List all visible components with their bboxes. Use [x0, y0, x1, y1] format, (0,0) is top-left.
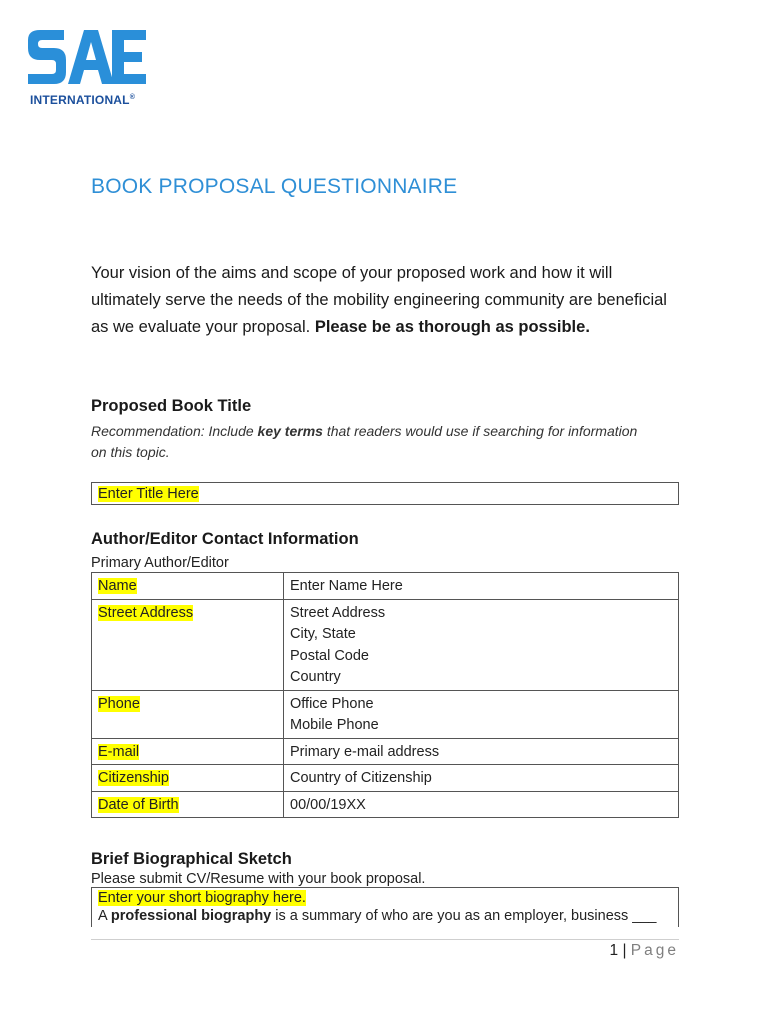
mobile-phone-value[interactable]: Mobile Phone [290, 717, 379, 733]
intro-emphasis: Please be as thorough as possible. [314, 318, 590, 336]
bio-desc-bold: professional biography [110, 908, 272, 924]
reco-key-terms: key terms [257, 423, 323, 439]
page-footer [610, 942, 679, 960]
intro-text: Your vision of the aims and scope of your proposed work and how it will ultimately serve the needs of the mobility engineering community are beneficial as we evaluate your proposal. [91, 264, 667, 336]
postal-code-value[interactable]: Postal Code [290, 647, 369, 664]
email-field[interactable] [284, 738, 679, 765]
date-of-birth-value[interactable]: 00/00/19XX [290, 796, 366, 813]
biography-description [98, 907, 672, 925]
table-row [92, 738, 679, 765]
city-state-value[interactable]: City, State [290, 626, 356, 642]
intro-paragraph [91, 260, 671, 341]
table-row [92, 599, 679, 690]
row-label-cell [92, 690, 284, 738]
bio-desc-post: is a summary of who are you as an employer, business ___ [271, 908, 657, 924]
contact-heading: Author/Editor Contact Information [91, 530, 359, 548]
row-label-cell [92, 599, 284, 690]
biography-field[interactable] [91, 887, 679, 927]
phone-label: Phone [98, 695, 140, 712]
street-address-label: Street Address [98, 604, 194, 621]
bio-instructions: Please submit CV/Resume with your book proposal. [91, 871, 426, 887]
reco-post: that readers would use if searching for information on this topic. [91, 423, 638, 460]
citizenship-value[interactable]: Country of Citizenship [290, 770, 432, 786]
email-label: E-mail [98, 743, 140, 760]
registered-mark: ® [129, 94, 136, 101]
biography-placeholder[interactable]: Enter your short biography here. [98, 890, 306, 906]
phone-field[interactable] [284, 690, 679, 738]
name-label: Name [98, 578, 137, 594]
country-value[interactable]: Country [290, 669, 341, 685]
table-row [92, 791, 679, 818]
date-of-birth-field[interactable] [284, 791, 679, 818]
primary-author-label: Primary Author/Editor [91, 555, 229, 571]
table-row [92, 573, 679, 600]
name-value[interactable]: Enter Name Here [290, 578, 403, 594]
proposed-title-heading: Proposed Book Title [91, 397, 252, 415]
document-title: BOOK PROPOSAL QUESTIONNAIRE [91, 175, 458, 198]
reco-pre: Recommendation: Include [91, 423, 258, 439]
citizenship-label: Citizenship [98, 770, 169, 786]
logo-subtitle [30, 93, 135, 107]
address-field[interactable] [284, 599, 679, 690]
office-phone-value[interactable]: Office Phone [290, 695, 374, 712]
page-number: 1 [609, 942, 619, 959]
contact-table [91, 572, 679, 818]
name-field[interactable] [284, 573, 679, 600]
row-label-cell [92, 738, 284, 765]
row-label-cell [92, 573, 284, 600]
date-of-birth-label: Date of Birth [98, 796, 179, 813]
title-recommendation [91, 421, 651, 463]
page-separator: | [622, 942, 627, 959]
logo-sub-text: INTERNATIONAL [30, 93, 130, 107]
table-row [92, 690, 679, 738]
footer-divider [91, 939, 679, 940]
email-value[interactable]: Primary e-mail address [290, 743, 440, 760]
book-title-field[interactable] [91, 482, 679, 505]
bio-desc-pre: A [98, 908, 111, 924]
street-value[interactable]: Street Address [290, 604, 386, 621]
row-label-cell [92, 791, 284, 818]
book-title-placeholder[interactable]: Enter Title Here [98, 486, 199, 502]
citizenship-field[interactable] [284, 765, 679, 792]
page-word: Page [630, 942, 679, 959]
table-row [92, 765, 679, 792]
bio-heading: Brief Biographical Sketch [91, 850, 292, 868]
row-label-cell [92, 765, 284, 792]
